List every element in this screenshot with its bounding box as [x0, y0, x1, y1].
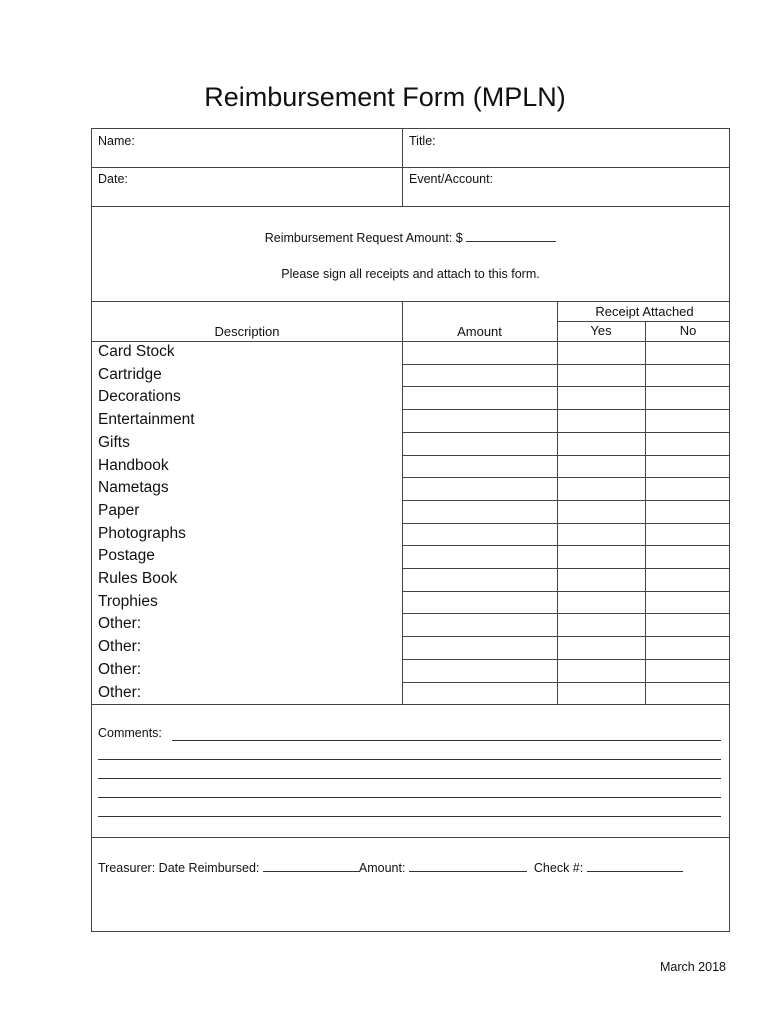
- treasurer-date-label: Treasurer: Date Reimbursed:: [98, 861, 260, 875]
- row-grid-line: [402, 409, 729, 410]
- item-description: Card Stock: [98, 343, 175, 360]
- row-grid-line: [402, 545, 729, 546]
- item-description: Trophies: [98, 592, 158, 610]
- form-title: Reimbursement Form (MPLN): [204, 82, 566, 112]
- item-description: Paper: [98, 501, 140, 519]
- table-row[interactable]: [92, 523, 729, 546]
- divider: [92, 206, 729, 207]
- date-label: Date:: [98, 172, 128, 186]
- item-description: Nametags: [98, 479, 169, 497]
- row-grid-line: [402, 364, 729, 365]
- row-grid-line: [402, 432, 729, 433]
- item-description: Entertainment: [98, 411, 195, 429]
- yes-header: Yes: [590, 323, 612, 338]
- request-instruction: Please sign all receipts and attach to this form.: [281, 267, 540, 281]
- amount-header: Amount: [457, 324, 502, 339]
- table-row[interactable]: [92, 682, 729, 705]
- table-row[interactable]: [92, 432, 729, 455]
- item-description: Other:: [98, 660, 142, 678]
- request-amount-line: [92, 229, 729, 245]
- name-label: Name:: [98, 134, 135, 148]
- description-header: Description: [214, 324, 280, 339]
- treasurer-line: [98, 859, 683, 875]
- table-row[interactable]: [92, 613, 729, 636]
- table-row[interactable]: [92, 341, 729, 364]
- event-account-label: Event/Account:: [409, 172, 494, 186]
- item-description: Handbook: [98, 456, 169, 474]
- no-header: No: [679, 323, 697, 338]
- item-description: Decorations: [98, 388, 181, 406]
- request-amount-label: Reimbursement Request Amount: $: [264, 231, 463, 245]
- item-description: Other:: [98, 638, 142, 656]
- divider: [92, 301, 729, 302]
- item-description: Photographs: [98, 524, 186, 542]
- request-amount-blank[interactable]: [466, 229, 556, 242]
- check-number-label: Check #:: [533, 861, 584, 875]
- table-row[interactable]: [92, 636, 729, 659]
- comment-line[interactable]: [98, 778, 721, 779]
- table-row[interactable]: [92, 591, 729, 614]
- table-row[interactable]: [92, 545, 729, 568]
- table-row[interactable]: [92, 409, 729, 432]
- row-grid-line: [402, 636, 729, 637]
- comment-line[interactable]: [172, 740, 721, 741]
- row-grid-line: [402, 682, 729, 683]
- row-grid-line: [402, 591, 729, 592]
- divider: [402, 129, 403, 206]
- table-row[interactable]: [92, 659, 729, 682]
- row-grid-line: [402, 500, 729, 501]
- row-grid-line: [402, 659, 729, 660]
- receipt-attached-header: Receipt Attached: [595, 304, 694, 319]
- comment-line[interactable]: [98, 797, 721, 798]
- row-grid-line: [402, 386, 729, 387]
- divider: [92, 837, 729, 838]
- table-row[interactable]: [92, 477, 729, 500]
- item-description: Rules Book: [98, 570, 178, 587]
- comment-line[interactable]: [98, 816, 721, 817]
- table-row[interactable]: [92, 568, 729, 591]
- item-description: Postage: [98, 547, 155, 565]
- divider: [557, 321, 729, 322]
- table-row[interactable]: [92, 455, 729, 478]
- comments-label: Comments:: [98, 726, 162, 740]
- row-grid-line: [402, 455, 729, 456]
- row-grid-line: [402, 568, 729, 569]
- comment-line[interactable]: [98, 759, 721, 760]
- divider: [92, 167, 729, 168]
- table-row[interactable]: [92, 386, 729, 409]
- divider: [92, 704, 729, 705]
- treasurer-amount-blank[interactable]: [409, 859, 527, 872]
- row-grid-line: [402, 477, 729, 478]
- check-number-blank[interactable]: [587, 859, 683, 872]
- row-grid-line: [402, 523, 729, 524]
- treasurer-amount-label: Amount:: [358, 861, 406, 875]
- item-description: Other:: [98, 615, 142, 633]
- item-description: Cartridge: [98, 365, 162, 383]
- item-description: Other:: [98, 683, 142, 701]
- table-row[interactable]: [92, 364, 729, 387]
- title-label: Title:: [409, 134, 436, 148]
- row-grid-line: [402, 613, 729, 614]
- table-row[interactable]: [92, 500, 729, 523]
- item-description: Gifts: [98, 433, 130, 451]
- date-reimbursed-blank[interactable]: [263, 859, 359, 872]
- reimbursement-form: [91, 128, 730, 932]
- footer-date: March 2018: [659, 960, 726, 974]
